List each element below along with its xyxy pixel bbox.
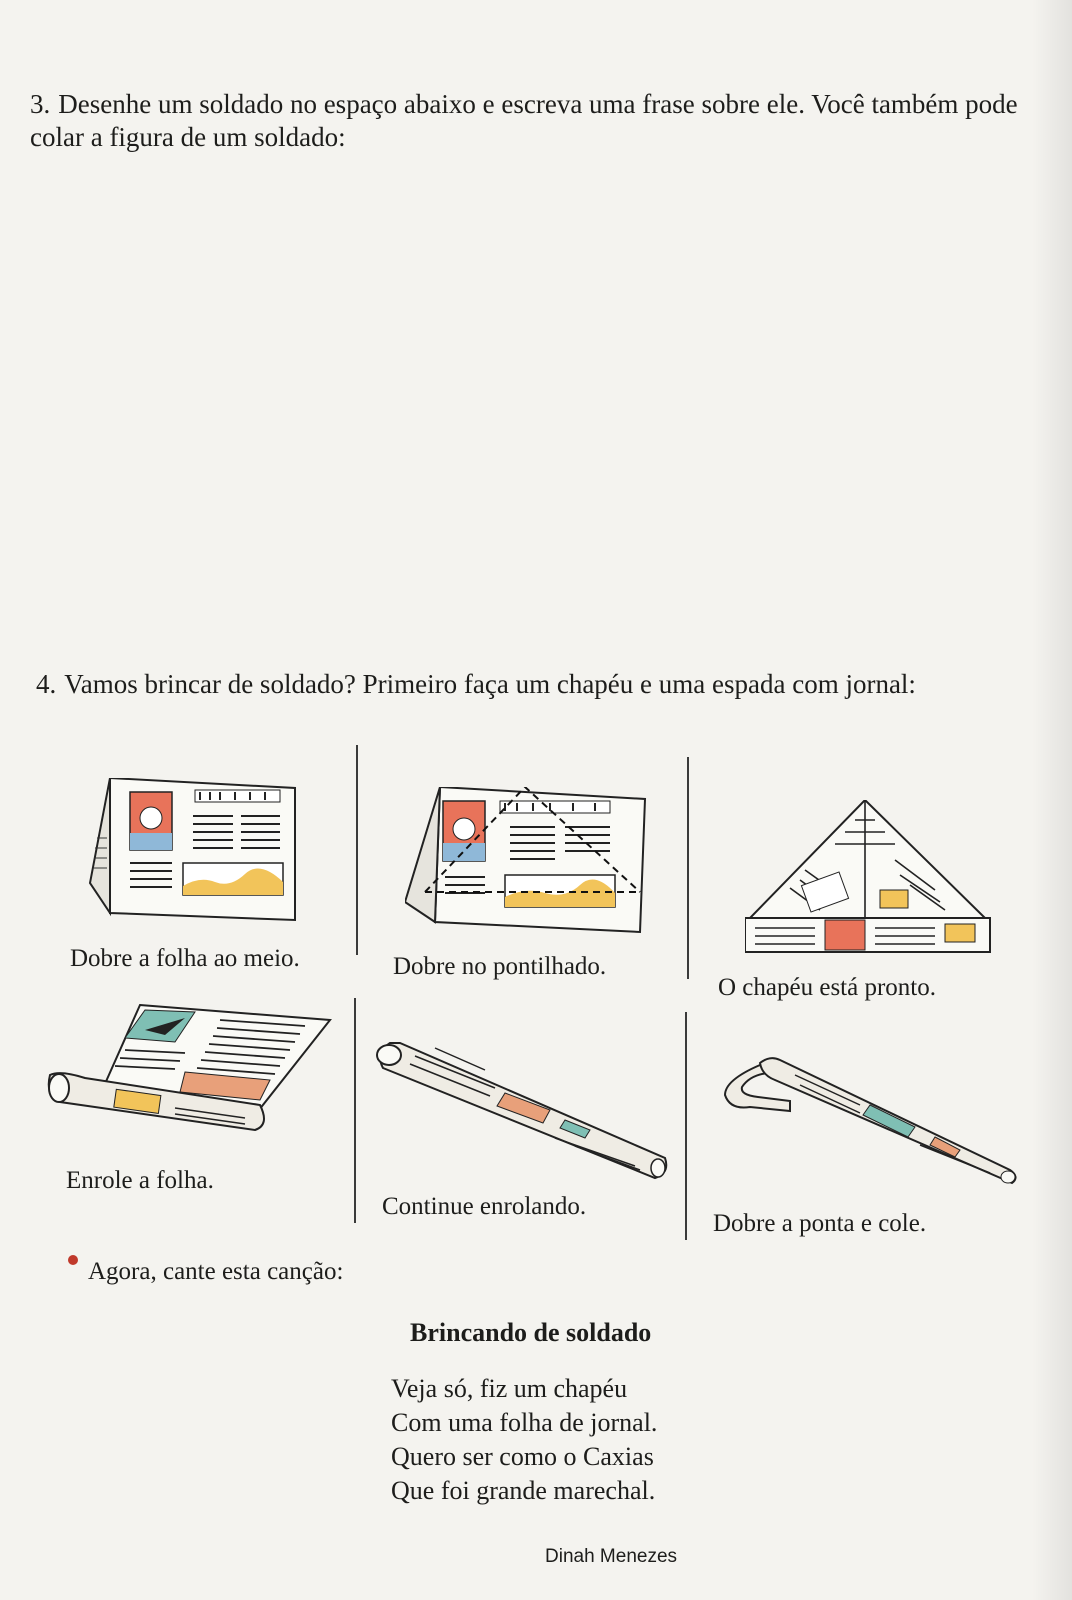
song-line: Que foi grande marechal. <box>391 1476 656 1505</box>
newspaper-fold-lines-illustration <box>405 787 655 937</box>
question-3 <box>30 88 1040 154</box>
page-edge-shadow <box>1032 0 1072 1600</box>
question-number: 4. <box>36 669 57 699</box>
song-prompt: Agora, cante esta canção: <box>88 1258 344 1285</box>
rolled-newspaper-illustration <box>375 1038 675 1183</box>
step-caption: Dobre a folha ao meio. <box>70 945 300 972</box>
step-caption: O chapéu está pronto. <box>718 974 936 1001</box>
step-caption: Enrole a folha. <box>66 1167 214 1194</box>
paper-hat-illustration <box>745 800 1005 960</box>
song-line: Veja só, fiz um chapéu <box>391 1374 628 1403</box>
column-divider <box>687 757 689 979</box>
song-line: Quero ser como o Caxias <box>391 1442 654 1471</box>
column-divider <box>356 745 358 955</box>
bullet-icon <box>68 1255 78 1265</box>
song-line: Com uma folha de jornal. <box>391 1408 658 1437</box>
step-caption: Dobre no pontilhado. <box>393 953 607 980</box>
folded-newspaper-illustration <box>75 778 310 928</box>
question-4 <box>36 668 1046 701</box>
step-caption: Continue enrolando. <box>382 1193 587 1220</box>
column-divider <box>685 1012 687 1240</box>
step-caption: Dobre a ponta e cole. <box>713 1210 927 1237</box>
question-number: 3. <box>30 89 51 119</box>
rolling-newspaper-illustration <box>45 1000 335 1150</box>
song-author: Dinah Menezes <box>545 1546 678 1567</box>
column-divider <box>354 998 356 1223</box>
song-title: Brincando de soldado <box>410 1318 652 1347</box>
paper-sword-illustration <box>720 1055 1020 1210</box>
question-text: Vamos brincar de soldado? Primeiro faça um chapéu e uma espada com jornal: <box>64 669 916 699</box>
question-text: Desenhe um soldado no espaço abaixo e escreva uma frase sobre ele. Você também pode colar a figura de um soldado: <box>30 89 1018 152</box>
